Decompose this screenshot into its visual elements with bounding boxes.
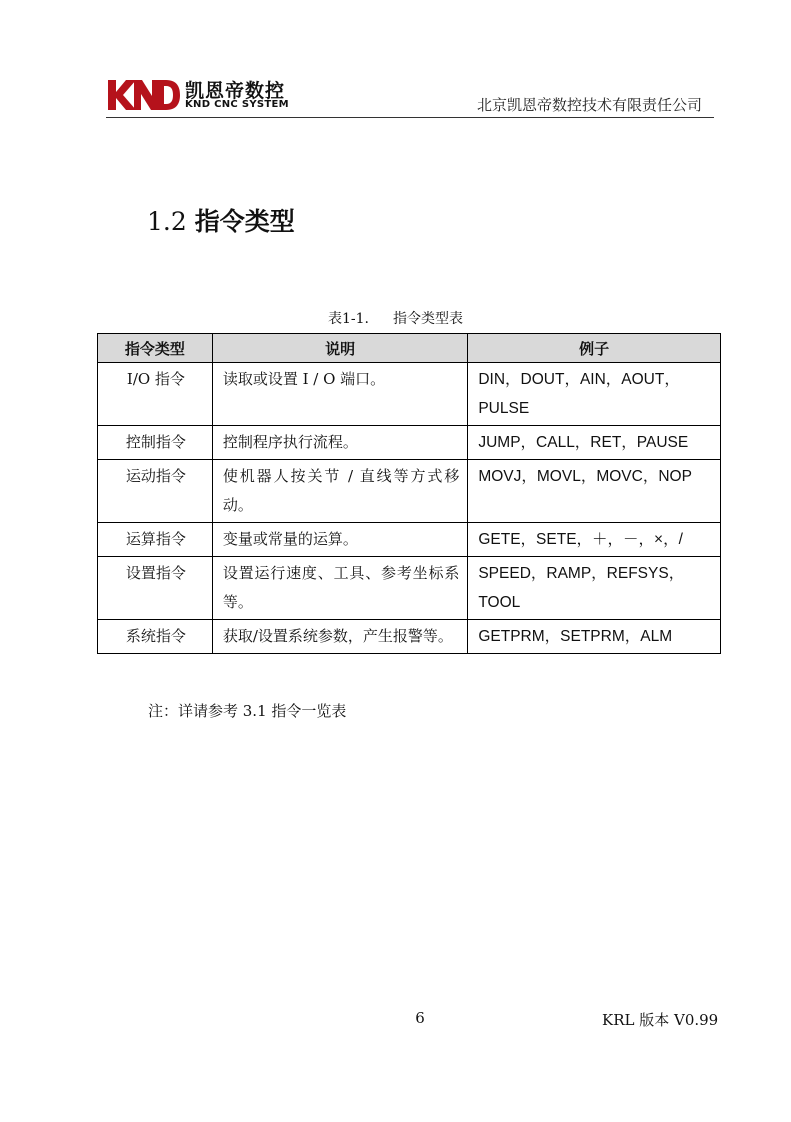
cell-description: 控制程序执行流程。 [212,426,468,460]
knd-logo-icon [106,78,180,112]
section-title: 指令类型 [194,207,295,236]
table-row [98,620,721,654]
section-number: 1.2 [147,207,187,236]
header-description: 说明 [212,334,468,363]
page-header [106,76,714,120]
table-header-row [98,334,721,363]
cell-type: 运算指令 [98,523,213,557]
cell-type: 运动指令 [98,460,213,523]
table-row [98,426,721,460]
cell-type: 设置指令 [98,557,213,620]
table-row [98,363,721,426]
cell-type: 系统指令 [98,620,213,654]
cell-type: I/O 指令 [98,363,213,426]
cell-example: SPEED，RAMP，REFSYS，TOOL [468,557,721,620]
header-divider [106,117,714,118]
cell-example: MOVJ，MOVL，MOVC，NOP [468,460,721,523]
cell-example: GETPRM，SETPRM，ALM [468,620,721,654]
cell-example: DIN，DOUT，AIN，AOUT，PULSE [468,363,721,426]
header-type: 指令类型 [98,334,213,363]
page-number: 6 [415,1009,425,1027]
table-row [98,460,721,523]
table-caption-label: 表1-1. [328,311,369,327]
table-note: 注：详请参考 3.1 指令一览表 [148,702,347,720]
table-caption-text: 指令类型表 [393,311,463,327]
cell-description: 变量或常量的运算。 [212,523,468,557]
cell-description: 获取/设置系统参数，产生报警等。 [212,620,468,654]
logo-english-name: KND CNC SYSTEM [185,99,289,110]
table-row [98,523,721,557]
header-example: 例子 [468,334,721,363]
instruction-type-table [97,333,721,654]
cell-description: 使机器人按关节 / 直线等方式移动。 [212,460,468,523]
cell-type: 控制指令 [98,426,213,460]
document-version: KRL 版本 V0.99 [602,1011,719,1029]
logo-chinese-name: 凯恩帝数控 [185,80,286,102]
cell-example: GETE，SETE，＋，－，×，/ [468,523,721,557]
table-caption [0,308,791,328]
table-row [98,557,721,620]
company-name: 北京凯恩帝数控技术有限责任公司 [476,96,702,114]
cell-example: JUMP，CALL，RET，PAUSE [468,426,721,460]
cell-description: 读取或设置 I / O 端口。 [212,363,468,426]
section-heading [147,202,295,238]
cell-description: 设置运行速度、工具、参考坐标系等。 [212,557,468,620]
